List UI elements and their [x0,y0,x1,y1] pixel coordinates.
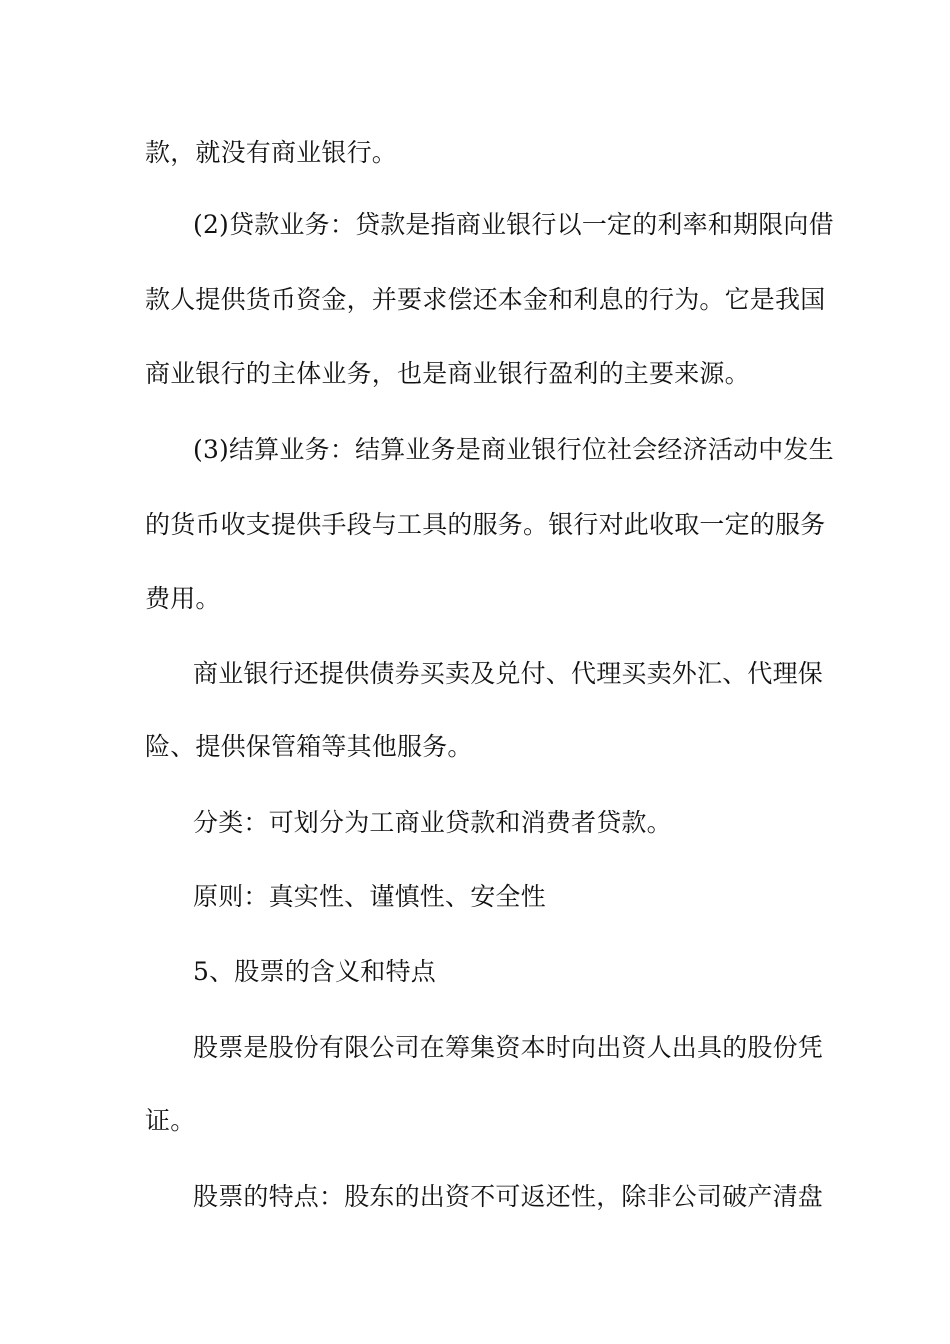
text-line-6: 的货币收支提供手段与工具的服务。银行对此收取一定的服务 [145,510,826,539]
text-line-11: 原则：真实性、谨慎性、安全性 [193,882,546,911]
text-line-10: 分类：可划分为工商业贷款和消费者贷款。 [193,808,672,837]
text-line-14: 证。 [145,1106,196,1135]
text-line-5: (3)结算业务：结算业务是商业银行位社会经济活动中发生 [193,435,834,464]
text-line-13: 股票是股份有限公司在筹集资本时向出资人出具的股份凭 [193,1033,824,1062]
text-line-2: (2)贷款业务：贷款是指商业银行以一定的利率和期限向借 [193,210,834,239]
text-line-1: 款，就没有商业银行。 [145,138,398,167]
text-line-4: 商业银行的主体业务，也是商业银行盈利的主要来源。 [145,359,750,388]
text-line-15: 股票的特点：股东的出资不可返还性，除非公司破产清盘 [193,1182,824,1211]
text-line-7: 费用。 [145,584,221,613]
text-line-9: 险、提供保管箱等其他服务。 [145,732,473,761]
text-line-3: 款人提供货币资金，并要求偿还本金和利息的行为。它是我国 [145,285,826,314]
section-heading: 5、股票的含义和特点 [193,957,436,986]
text-line-8: 商业银行还提供债券买卖及兑付、代理买卖外汇、代理保 [193,659,824,688]
